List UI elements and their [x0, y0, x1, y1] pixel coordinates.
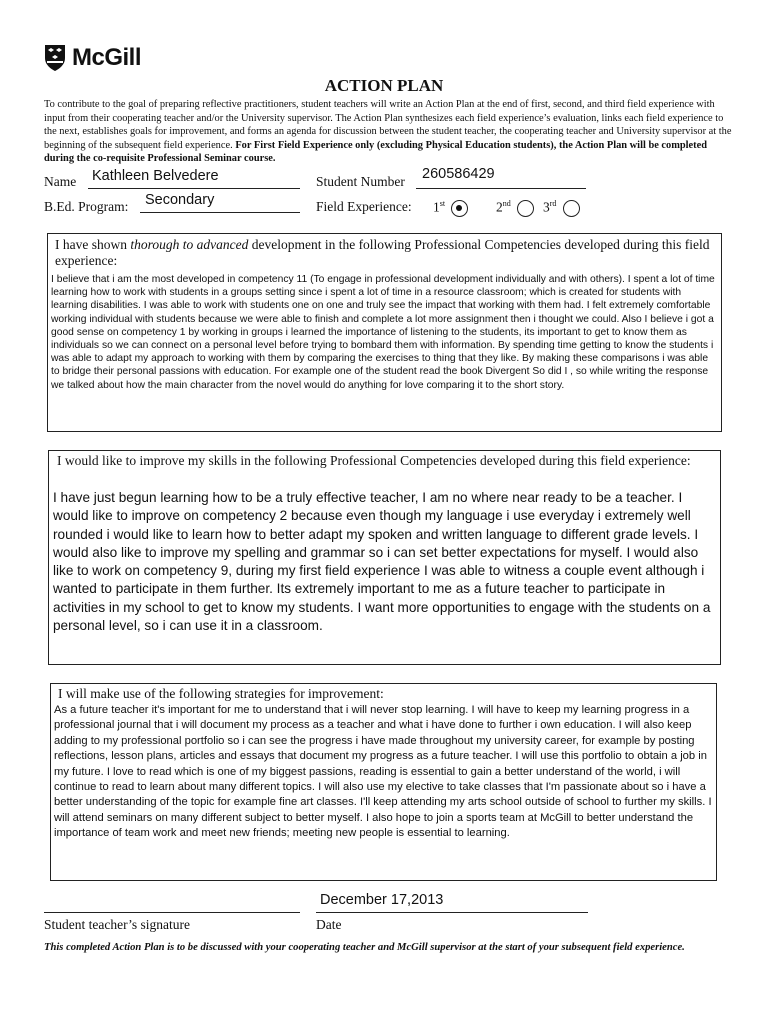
fe3-label: 3rd: [543, 199, 557, 215]
student-number-label: Student Number: [316, 174, 405, 189]
improvement-box[interactable]: [48, 450, 721, 665]
signature-field[interactable]: [44, 896, 300, 913]
improvement-text: I have just begun learning how to be a truly effective teacher, I am no where near ready to be a teacher. I would like to improve on competency 2 because even though my language i use everyday i extremely well rounded i would like to learn how to better adapt my spoken and written language to different grade levels. I would also like to improve my spelling and grammar so i can set better expectations for myself. I would also like to work on competency 9, during my first field experience I was able to witness a couple event although i wanted to participate in them further. Its extremely important to me as a future teacher to participate in activities in my school to get to know my students. I want more opportunities to engage with the students on a personal level, so i can use it in a classroom.: [53, 490, 711, 634]
strategies-box[interactable]: [50, 683, 717, 881]
strategies-heading: I will make use of the following strategies for improvement:: [58, 686, 384, 701]
strengths-text: I believe that i am the most developed in competency 11 (To engage in professional development individually and with others). I spent a lot of time learning how to work with students in a groups setting since i spent a lot of time in a resource classroom; which is created for students with learning disabilities. I was able to work with students one on one and truly see the impact that working with them had. I felt extremely comfortable working individual with students because we were able to finish and complete a lot more assignment then i thought we could. Also I believe i got a good sense on competency 1 by working in groups i learned the importance of listening to the students, its important to get to know them as individuals so we can connect on a personal level before trying to bombard them with information. By spending time getting to know the students i was able to adapt my approach to working with them by comparing the exercises to thing that they like. By making these comparisons i was able to bridge their personal passions with education. For example one of the student read the book Divergent So did I , so while writing the response we talked about how the main character from the novel would do anything for love comparing it to the short story.: [51, 274, 715, 391]
strengths-heading: I have shown thorough to advanced development in the following Professional Competencies developed during this field experience:: [55, 237, 710, 268]
name-field[interactable]: [88, 170, 300, 189]
date-label: Date: [316, 917, 342, 932]
program-value: Secondary: [145, 192, 215, 208]
program-label: B.Ed. Program:: [44, 199, 129, 214]
intro-bold-text: For First Field Experience only (excluding Physical Education students), the Action Plan will be completed during the co-requisite Professional Seminar course.: [44, 139, 708, 164]
fe2-label: 2nd: [496, 199, 511, 215]
name-value: Kathleen Belvedere: [92, 168, 219, 184]
fe1-label: 1st: [433, 199, 446, 215]
footer-note: This completed Action Plan is to be discussed with your cooperating teacher and McGill supervisor at the start of your subsequent field experience.: [44, 942, 685, 953]
strategies-text: As a future teacher it's important for me to understand that i will never stop learning. I will have to keep my learning progress in a professional journal that i will document my process as a teacher and what i have done to further i own education. I will also keep adding to my professional portfolio so i can see the progress i have made throughout my university career, for example by posting reflections, lesson plans, articles and essays that document my progress as a future teacher. I will use this portfolio to obtain a job in my future. I love to read which is one of my biggest passions, reading is essential to gain a better understand of the world, i will continue to read to learn about many different topics. I will also use my elective to take classes that I'm passionate about so i have a better understanding of the topic for example fine art classes. I'll keep attending my arts school outside of school to further my skills. I will attend seminars on many different subject to better myself. I also hope to join a sports team at McGill to better understand the importance of team work and meet new friends; meeting new people is essential to learning.: [54, 704, 712, 840]
improvement-heading: I would like to improve my skills in the following Professional Competencies developed during this field experience:: [57, 453, 691, 468]
page-title: ACTION PLAN: [324, 76, 444, 95]
mcgill-wordmark: McGill: [72, 44, 142, 71]
fe3-radio[interactable]: [563, 200, 580, 217]
intro-text: To contribute to the goal of preparing reflective practitioners, student teachers will write an Action Plan at the end of first, second, and third field experience with input from their cooperating teacher and/or the University supervisor. The Action Plan synthesizes each field experience’s evaluation, links each field experience to the next, establishes goals for improvement, and forms an agenda for discussion between the student teacher, the cooperating teacher and University supervisor at the beginning of the subsequent field experience.: [44, 99, 732, 151]
field-experience-label: Field Experience:: [316, 199, 412, 214]
date-field[interactable]: [316, 891, 588, 913]
fe1-radio[interactable]: [451, 200, 468, 217]
student-number-field[interactable]: [416, 168, 586, 189]
student-number-value: 260586429: [422, 166, 495, 182]
program-field[interactable]: [140, 194, 300, 213]
fe2-radio[interactable]: [517, 200, 534, 217]
mcgill-logo: [44, 44, 141, 72]
signature-label: Student teacher’s signature: [44, 917, 190, 932]
intro-paragraph: [44, 98, 734, 166]
date-value: December 17,2013: [320, 892, 444, 908]
name-label: Name: [44, 174, 77, 189]
mcgill-shield-icon: [44, 44, 66, 72]
strengths-box[interactable]: [47, 233, 722, 432]
